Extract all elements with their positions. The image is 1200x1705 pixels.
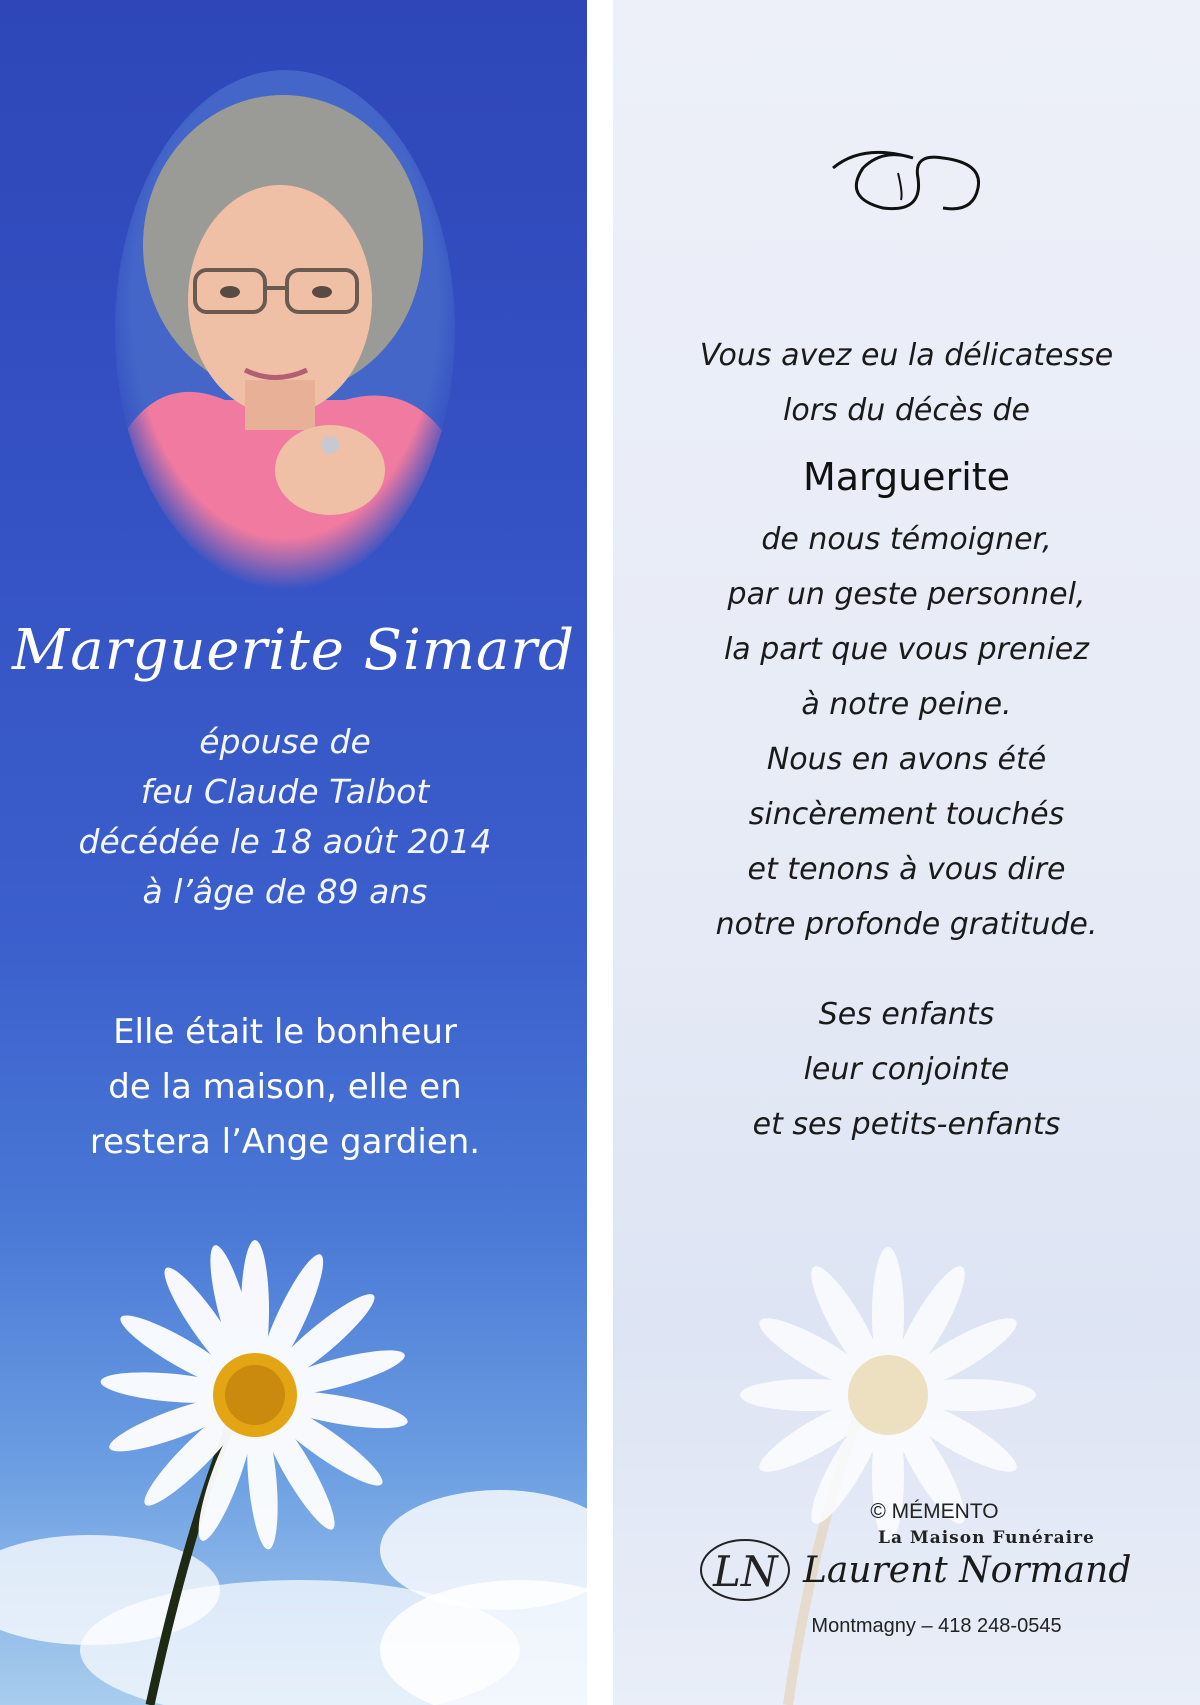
message-line: lors du décès de [783,393,1030,428]
deceased-first-name: Marguerite [802,455,1011,499]
logo-letters: LN [713,1547,778,1596]
flourish-ornament-icon [823,138,993,218]
message-line: et tenons à vous dire [747,852,1066,887]
detail-line: feu Claude Talbot [140,772,430,811]
funeral-home-name: Laurent Normand [803,1550,1132,1591]
quote-line: Elle était le bonheur [113,1012,457,1052]
message-line: Nous en avons été [766,742,1047,777]
daisy-flower-icon [40,1220,460,1705]
message-line: par un geste personnel, [727,577,1086,612]
message-line: la part que vous preniez [723,632,1090,667]
message-line: à notre peine. [801,687,1012,722]
funeral-home-label: La Maison Funéraire [878,1528,1095,1548]
detail-line: à l’âge de 89 ans [142,872,428,911]
detail-line: épouse de [199,722,371,761]
detail-line: décédée le 18 août 2014 [78,822,492,861]
memorial-card-front [0,0,587,1705]
quote-line: de la maison, elle en [108,1067,462,1107]
signature-line: Ses enfants [818,997,995,1032]
signature-line: et ses petits-enfants [752,1107,1061,1142]
funeral-home-contact: Montmagny – 418 248-0545 [811,1615,1062,1637]
message-line: notre profonde gratitude. [715,907,1098,942]
signature-line: leur conjointe [803,1052,1010,1087]
portrait-photo [115,70,455,590]
quote-line: restera l’Ange gardien. [89,1122,481,1162]
deceased-name: Marguerite Simard [11,618,576,683]
ln-logo-icon [683,1528,803,1608]
message-line: de nous témoigner, [761,522,1052,557]
copyright-memento: © MÉMENTO [870,1500,999,1523]
message-line: sincèrement touchés [748,797,1065,832]
message-line: Vous avez eu la délicatesse [699,338,1114,373]
memorial-card-back [613,0,1200,1705]
